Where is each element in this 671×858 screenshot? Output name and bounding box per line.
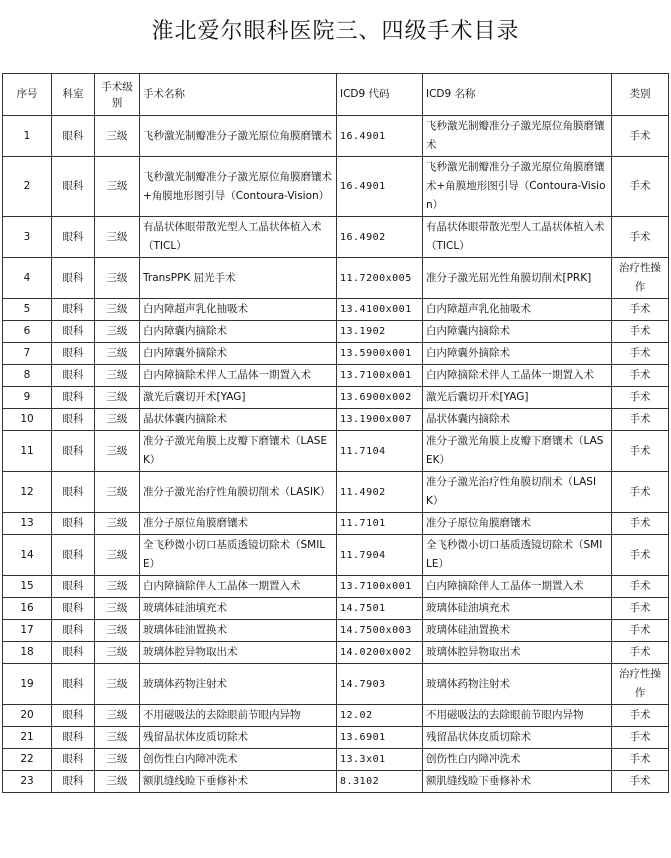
cell-dept: 眼科 bbox=[52, 771, 95, 793]
header-name: 手术名称 bbox=[140, 74, 337, 116]
cell-surgery-name: 白内障囊外摘除术 bbox=[140, 343, 337, 365]
cell-icd-name: 白内障超声乳化抽吸术 bbox=[423, 299, 612, 321]
cell-category: 手术 bbox=[612, 409, 669, 431]
cell-category: 手术 bbox=[612, 535, 669, 576]
cell-no: 7 bbox=[3, 343, 52, 365]
cell-dept: 眼科 bbox=[52, 705, 95, 727]
cell-no: 23 bbox=[3, 771, 52, 793]
cell-dept: 眼科 bbox=[52, 749, 95, 771]
cell-surgery-name: 飞秒激光制瓣准分子激光原位角膜磨镶术+角膜地形图引导（Contoura-Vision） bbox=[140, 157, 337, 217]
cell-category: 手术 bbox=[612, 431, 669, 472]
table-row bbox=[3, 321, 669, 343]
cell-category: 手术 bbox=[612, 620, 669, 642]
table-row bbox=[3, 513, 669, 535]
cell-surgery-name: 飞秒激光制瓣准分子激光原位角膜磨镶术 bbox=[140, 116, 337, 157]
table-row bbox=[3, 431, 669, 472]
table-row bbox=[3, 598, 669, 620]
cell-icd-name: 玻璃体硅油置换术 bbox=[423, 620, 612, 642]
cell-category: 手术 bbox=[612, 387, 669, 409]
cell-surgery-name: 玻璃体药物注射术 bbox=[140, 664, 337, 705]
cell-no: 9 bbox=[3, 387, 52, 409]
cell-surgery-name: 白内障摘除伴人工晶体一期置入术 bbox=[140, 576, 337, 598]
cell-no: 19 bbox=[3, 664, 52, 705]
cell-surgery-name: 晶状体囊内摘除术 bbox=[140, 409, 337, 431]
table-row bbox=[3, 387, 669, 409]
cell-dept: 眼科 bbox=[52, 576, 95, 598]
cell-icd-name: 晶状体囊内摘除术 bbox=[423, 409, 612, 431]
cell-surgery-name: 准分子激光治疗性角膜切削术（LASIK） bbox=[140, 472, 337, 513]
cell-category: 手术 bbox=[612, 576, 669, 598]
cell-category: 手术 bbox=[612, 343, 669, 365]
cell-icd-name: 玻璃体药物注射术 bbox=[423, 664, 612, 705]
cell-surgery-name: 准分子激光角膜上皮瓣下磨镶术（LASEK） bbox=[140, 431, 337, 472]
table-row bbox=[3, 299, 669, 321]
cell-level: 三级 bbox=[95, 387, 140, 409]
cell-no: 8 bbox=[3, 365, 52, 387]
table-row bbox=[3, 217, 669, 258]
cell-level: 三级 bbox=[95, 620, 140, 642]
cell-surgery-name: 激光后囊切开术[YAG] bbox=[140, 387, 337, 409]
cell-icd-code: 16.4901 bbox=[337, 116, 423, 157]
cell-no: 10 bbox=[3, 409, 52, 431]
cell-icd-code: 16.4902 bbox=[337, 217, 423, 258]
cell-no: 1 bbox=[3, 116, 52, 157]
cell-icd-code: 13.7100x001 bbox=[337, 576, 423, 598]
cell-icd-name: 残留晶状体皮质切除术 bbox=[423, 727, 612, 749]
cell-icd-name: 飞秒激光制瓣准分子激光原位角膜磨镶术+角膜地形图引导（Contoura-Vision） bbox=[423, 157, 612, 217]
header-icd-code: ICD9 代码 bbox=[337, 74, 423, 116]
cell-surgery-name: 创伤性白内障冲洗术 bbox=[140, 749, 337, 771]
cell-no: 6 bbox=[3, 321, 52, 343]
cell-dept: 眼科 bbox=[52, 258, 95, 299]
cell-icd-name: 白内障摘除术伴人工晶体一期置入术 bbox=[423, 365, 612, 387]
cell-icd-code: 13.1900x007 bbox=[337, 409, 423, 431]
cell-category: 手术 bbox=[612, 365, 669, 387]
cell-surgery-name: 玻璃体硅油置换术 bbox=[140, 620, 337, 642]
cell-icd-name: 创伤性白内障冲洗术 bbox=[423, 749, 612, 771]
table-row bbox=[3, 343, 669, 365]
cell-icd-code: 14.7500x003 bbox=[337, 620, 423, 642]
cell-category: 手术 bbox=[612, 642, 669, 664]
cell-level: 三级 bbox=[95, 409, 140, 431]
cell-surgery-name: 残留晶状体皮质切除术 bbox=[140, 727, 337, 749]
cell-category: 手术 bbox=[612, 116, 669, 157]
table-row bbox=[3, 576, 669, 598]
cell-icd-name: 准分子原位角膜磨镶术 bbox=[423, 513, 612, 535]
cell-level: 三级 bbox=[95, 642, 140, 664]
cell-dept: 眼科 bbox=[52, 431, 95, 472]
cell-dept: 眼科 bbox=[52, 727, 95, 749]
cell-icd-code: 13.7100x001 bbox=[337, 365, 423, 387]
cell-no: 17 bbox=[3, 620, 52, 642]
table-row bbox=[3, 771, 669, 793]
cell-surgery-name: 玻璃体腔异物取出术 bbox=[140, 642, 337, 664]
cell-level: 三级 bbox=[95, 576, 140, 598]
cell-icd-code: 8.3102 bbox=[337, 771, 423, 793]
cell-no: 12 bbox=[3, 472, 52, 513]
cell-surgery-name: 全飞秒微小切口基质透镜切除术（SMILE） bbox=[140, 535, 337, 576]
cell-no: 5 bbox=[3, 299, 52, 321]
cell-dept: 眼科 bbox=[52, 642, 95, 664]
cell-no: 4 bbox=[3, 258, 52, 299]
header-no: 序号 bbox=[3, 74, 52, 116]
cell-icd-name: 白内障囊内摘除术 bbox=[423, 321, 612, 343]
cell-level: 三级 bbox=[95, 771, 140, 793]
header-row bbox=[3, 74, 669, 116]
cell-dept: 眼科 bbox=[52, 513, 95, 535]
table-row bbox=[3, 727, 669, 749]
cell-dept: 眼科 bbox=[52, 217, 95, 258]
table-row bbox=[3, 157, 669, 217]
cell-surgery-name: TransPPK 屈光手术 bbox=[140, 258, 337, 299]
cell-surgery-name: 不用磁吸法的去除眼前节眼内异物 bbox=[140, 705, 337, 727]
cell-icd-name: 有晶状体眼带散光型人工晶状体植入术（TICL） bbox=[423, 217, 612, 258]
cell-no: 11 bbox=[3, 431, 52, 472]
cell-icd-code: 11.7904 bbox=[337, 535, 423, 576]
cell-icd-name: 准分子激光治疗性角膜切削术（LASIK） bbox=[423, 472, 612, 513]
table-row bbox=[3, 749, 669, 771]
cell-surgery-name: 白内障摘除术伴人工晶体一期置入术 bbox=[140, 365, 337, 387]
header-level: 手术级别 bbox=[95, 74, 140, 116]
cell-category: 手术 bbox=[612, 727, 669, 749]
cell-dept: 眼科 bbox=[52, 299, 95, 321]
table-row bbox=[3, 535, 669, 576]
cell-icd-code: 14.0200x002 bbox=[337, 642, 423, 664]
table-row bbox=[3, 642, 669, 664]
cell-level: 三级 bbox=[95, 535, 140, 576]
cell-icd-code: 16.4901 bbox=[337, 157, 423, 217]
cell-level: 三级 bbox=[95, 258, 140, 299]
cell-no: 22 bbox=[3, 749, 52, 771]
cell-icd-code: 14.7903 bbox=[337, 664, 423, 705]
cell-level: 三级 bbox=[95, 299, 140, 321]
cell-icd-name: 白内障囊外摘除术 bbox=[423, 343, 612, 365]
cell-icd-code: 13.5900x001 bbox=[337, 343, 423, 365]
cell-category: 手术 bbox=[612, 749, 669, 771]
cell-icd-name: 额肌缝线睑下垂修补术 bbox=[423, 771, 612, 793]
cell-icd-name: 全飞秒微小切口基质透镜切除术（SMILE） bbox=[423, 535, 612, 576]
cell-level: 三级 bbox=[95, 116, 140, 157]
cell-surgery-name: 玻璃体硅油填充术 bbox=[140, 598, 337, 620]
cell-no: 14 bbox=[3, 535, 52, 576]
cell-no: 20 bbox=[3, 705, 52, 727]
cell-level: 三级 bbox=[95, 321, 140, 343]
cell-icd-name: 白内障摘除伴人工晶体一期置入术 bbox=[423, 576, 612, 598]
cell-icd-code: 11.4902 bbox=[337, 472, 423, 513]
cell-surgery-name: 白内障囊内摘除术 bbox=[140, 321, 337, 343]
cell-icd-name: 激光后囊切开术[YAG] bbox=[423, 387, 612, 409]
cell-level: 三级 bbox=[95, 727, 140, 749]
header-dept: 科室 bbox=[52, 74, 95, 116]
cell-no: 3 bbox=[3, 217, 52, 258]
cell-category: 手术 bbox=[612, 472, 669, 513]
cell-icd-code: 11.7104 bbox=[337, 431, 423, 472]
cell-dept: 眼科 bbox=[52, 620, 95, 642]
cell-icd-code: 13.3x01 bbox=[337, 749, 423, 771]
cell-dept: 眼科 bbox=[52, 157, 95, 217]
cell-category: 手术 bbox=[612, 771, 669, 793]
cell-no: 2 bbox=[3, 157, 52, 217]
cell-level: 三级 bbox=[95, 431, 140, 472]
cell-icd-code: 11.7101 bbox=[337, 513, 423, 535]
cell-icd-code: 11.7200x005 bbox=[337, 258, 423, 299]
cell-icd-code: 13.6901 bbox=[337, 727, 423, 749]
cell-icd-name: 飞秒激光制瓣准分子激光原位角膜磨镶术 bbox=[423, 116, 612, 157]
cell-level: 三级 bbox=[95, 217, 140, 258]
cell-no: 18 bbox=[3, 642, 52, 664]
table-row bbox=[3, 472, 669, 513]
table-row bbox=[3, 365, 669, 387]
cell-surgery-name: 白内障超声乳化抽吸术 bbox=[140, 299, 337, 321]
cell-category: 手术 bbox=[612, 513, 669, 535]
cell-no: 21 bbox=[3, 727, 52, 749]
cell-category: 手术 bbox=[612, 157, 669, 217]
cell-category: 手术 bbox=[612, 299, 669, 321]
cell-dept: 眼科 bbox=[52, 409, 95, 431]
cell-level: 三级 bbox=[95, 705, 140, 727]
cell-level: 三级 bbox=[95, 365, 140, 387]
table-row bbox=[3, 620, 669, 642]
table-row bbox=[3, 116, 669, 157]
cell-dept: 眼科 bbox=[52, 472, 95, 513]
surgery-table bbox=[2, 73, 669, 793]
cell-level: 三级 bbox=[95, 664, 140, 705]
cell-surgery-name: 额肌缝线睑下垂修补术 bbox=[140, 771, 337, 793]
table-row bbox=[3, 705, 669, 727]
cell-no: 13 bbox=[3, 513, 52, 535]
cell-dept: 眼科 bbox=[52, 365, 95, 387]
cell-category: 手术 bbox=[612, 217, 669, 258]
cell-icd-code: 12.02 bbox=[337, 705, 423, 727]
cell-category: 治疗性操作 bbox=[612, 258, 669, 299]
cell-category: 手术 bbox=[612, 705, 669, 727]
table-row bbox=[3, 409, 669, 431]
header-category: 类别 bbox=[612, 74, 669, 116]
table-row bbox=[3, 664, 669, 705]
cell-icd-code: 13.4100x001 bbox=[337, 299, 423, 321]
cell-icd-code: 13.6900x002 bbox=[337, 387, 423, 409]
cell-level: 三级 bbox=[95, 598, 140, 620]
cell-dept: 眼科 bbox=[52, 598, 95, 620]
cell-level: 三级 bbox=[95, 343, 140, 365]
cell-surgery-name: 准分子原位角膜磨镶术 bbox=[140, 513, 337, 535]
cell-dept: 眼科 bbox=[52, 116, 95, 157]
cell-icd-name: 玻璃体硅油填充术 bbox=[423, 598, 612, 620]
cell-icd-name: 准分子激光角膜上皮瓣下磨镶术（LASEK） bbox=[423, 431, 612, 472]
cell-dept: 眼科 bbox=[52, 535, 95, 576]
document-title: 淮北爱尔眼科医院三、四级手术目录 bbox=[151, 19, 520, 44]
cell-icd-name: 玻璃体腔异物取出术 bbox=[423, 642, 612, 664]
cell-level: 三级 bbox=[95, 157, 140, 217]
cell-icd-code: 14.7501 bbox=[337, 598, 423, 620]
cell-dept: 眼科 bbox=[52, 321, 95, 343]
cell-category: 治疗性操作 bbox=[612, 664, 669, 705]
cell-category: 手术 bbox=[612, 321, 669, 343]
cell-dept: 眼科 bbox=[52, 387, 95, 409]
cell-surgery-name: 有晶状体眼带散光型人工晶状体植入术（TICL） bbox=[140, 217, 337, 258]
table-row bbox=[3, 258, 669, 299]
cell-dept: 眼科 bbox=[52, 343, 95, 365]
cell-level: 三级 bbox=[95, 472, 140, 513]
cell-icd-name: 不用磁吸法的去除眼前节眼内异物 bbox=[423, 705, 612, 727]
cell-level: 三级 bbox=[95, 513, 140, 535]
cell-no: 15 bbox=[3, 576, 52, 598]
cell-icd-name: 准分子激光屈光性角膜切削术[PRK] bbox=[423, 258, 612, 299]
cell-no: 16 bbox=[3, 598, 52, 620]
cell-category: 手术 bbox=[612, 598, 669, 620]
cell-icd-code: 13.1902 bbox=[337, 321, 423, 343]
cell-level: 三级 bbox=[95, 749, 140, 771]
header-icd-name: ICD9 名称 bbox=[423, 74, 612, 116]
cell-dept: 眼科 bbox=[52, 664, 95, 705]
